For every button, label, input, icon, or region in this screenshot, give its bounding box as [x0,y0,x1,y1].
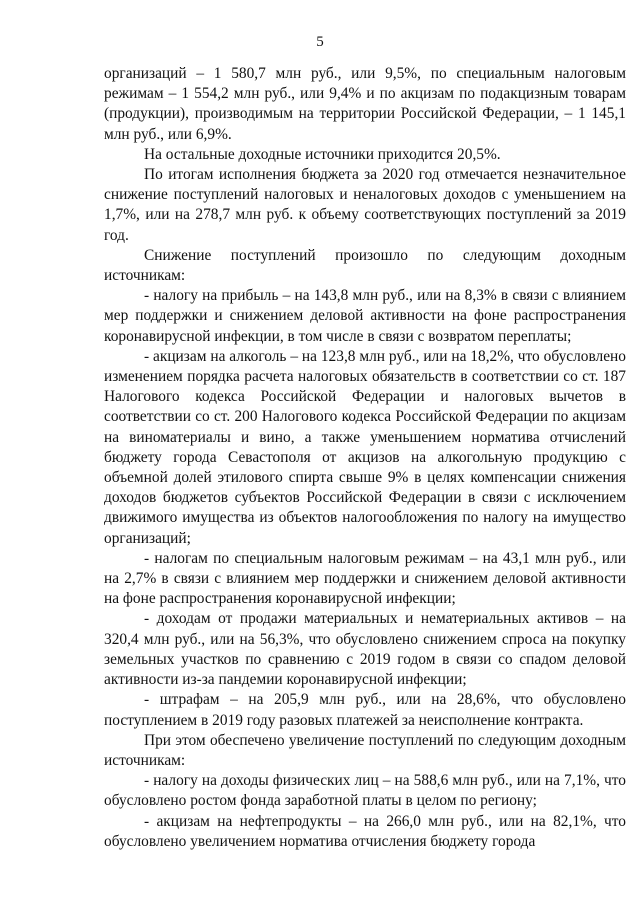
paragraph-9: - штрафам – на 205,9 млн руб., или на 28,6%, что обусловлено поступлением в 2019 году разовых платежей за неисполнение контракта. [104,691,626,729]
paragraph-6: - акцизам на алкоголь – на 123,8 млн руб., или на 18,2%, что обусловлено изменением порядка расчета налоговых обязательств в соответствии со ст. 187 Налогового кодекса Российской Федерации и налоговых вычетов в соответствии со ст. 200 Налогового кодекса Российской Федерации по акцизам на виноматериалы и вино, а также уменьшением норматива отчислений бюджету города Севастополя от акцизов на алкогольную продукцию с объемной долей этилового спирта свыше 9% в целях компенсации снижения доходов бюджетов субъектов Российской Федерации в связи с исключением движимого имущества из объектов налогообложения по налогу на имущество организаций; [104,347,626,547]
paragraph-2: На остальные доходные источники приходится 20,5%. [144,145,501,163]
paragraph-1: организаций – 1 580,7 млн руб., или 9,5%, по специальным налоговым режимам – 1 554,2 млн руб., или 9,4% и по акцизам по подакцизным товарам (продукции), производимым на территории Российской Федерации, – 1 145,1 млн руб., или 6,9%. [104,65,626,143]
paragraph-4: Снижение поступлений произошло по следующим доходным источникам: [104,246,626,285]
paragraph-11: - налогу на доходы физических лиц – на 588,6 млн руб., или на 7,1%, что обусловлено ростом фонда заработной платы в целом по региону; [104,772,626,810]
paragraph-10: При этом обеспечено увеличение поступлений по следующим доходным источникам: [104,731,626,769]
document-body [104,64,626,852]
page-number: 5 [316,34,324,50]
paragraph-12: - акцизам на нефтепродукты – на 266,0 млн руб., или на 82,1%, что обусловлено увеличением норматива отчисления бюджету города [104,812,626,850]
paragraph-5: - налогу на прибыль – на 143,8 млн руб., или на 8,3% в связи с влиянием мер поддержки и снижением деловой активности на фоне распространения коронавирусной инфекции, в том числе в связи с возвратом переплаты; [104,287,626,345]
paragraph-8: - доходам от продажи материальных и нематериальных активов – на 320,4 млн руб., или на 56,3%, что обусловлено снижением спроса на покупку земельных участков по сравнению с 2019 годом в связи со спадом деловой активности из-за пандемии коронавирусной инфекции; [104,610,626,689]
paragraph-3: По итогам исполнения бюджета за 2020 год отмечается незначительное снижение поступлений налоговых и неналоговых доходов с уменьшением на 1,7%, или на 278,7 млн руб. к объему соответствующих поступлений за 2019 год. [104,166,626,244]
paragraph-7: - налогам по специальным налоговым режимам – на 43,1 млн руб., или на 2,7% в связи с влиянием мер поддержки и снижением деловой активности на фоне распространения коронавирусной инфекции; [104,549,626,608]
